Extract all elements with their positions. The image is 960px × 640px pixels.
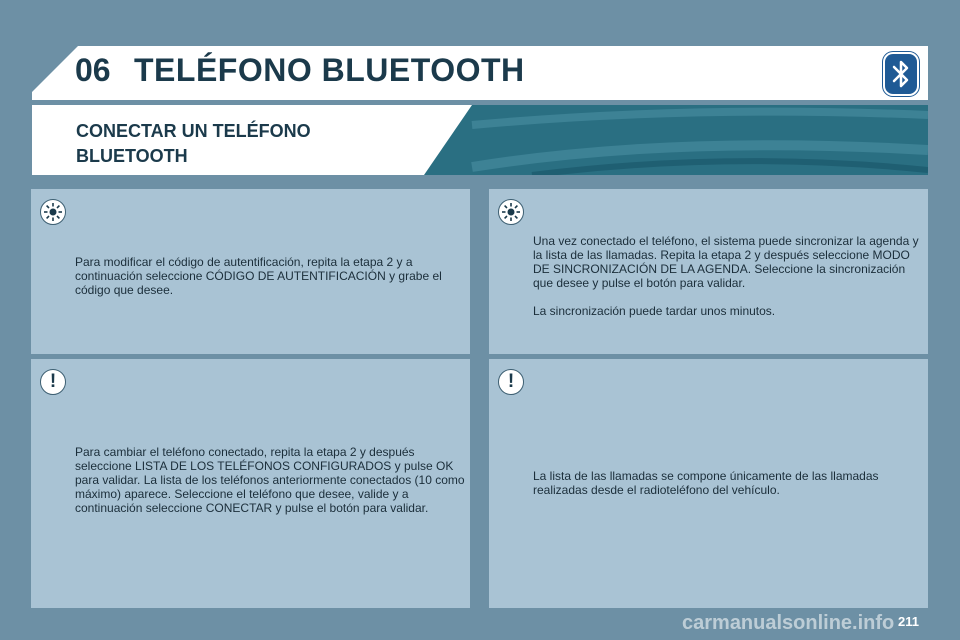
lightbulb-icon (498, 199, 524, 225)
panel-paragraph: La sincronización puede tardar unos minutos. (533, 304, 776, 318)
panel-paragraph: Para cambiar el teléfono conectado, repita la etapa 2 y después seleccione LISTA DE LOS TELÉFONOS CONFIGURADOS y pulse OK para validar. La lista de los teléfonos anteriormente conectados (10 como máximo) aparece. Seleccione el teléfono que desee, valide y a continuación seleccione CONECTAR y pulse el botón para validar. (75, 445, 465, 515)
panel-text (75, 255, 455, 311)
lightbulb-icon (40, 199, 66, 225)
panel-text (75, 445, 465, 529)
panel-text (533, 469, 913, 511)
tip-panel-authentication (31, 189, 470, 354)
section-title: CONECTAR UN TELÉFONO BLUETOOTH (76, 121, 311, 166)
tip-panel-sync (489, 189, 928, 354)
chapter-title: TELÉFONO BLUETOOTH (134, 52, 525, 88)
panel-paragraph: Una vez conectado el teléfono, el sistema puede sincronizar la agenda y la lista de las llamadas. Repita la etapa 2 y después seleccione MODO DE SINCRONIZACIÓN DE LA AGENDA. Seleccione la sincronización que desee y pulse el botón para validar. (533, 234, 919, 290)
page-number: 211 (898, 614, 919, 629)
watermark: carmanualsonline.info (682, 612, 895, 634)
warning-icon (498, 369, 524, 395)
section-banner (32, 105, 928, 175)
bluetooth-icon (883, 52, 919, 96)
warning-icon (40, 369, 66, 395)
warning-panel-call-list (489, 359, 928, 608)
panel-paragraph: Para modificar el código de autentificación, repita la etapa 2 y a continuación seleccione CÓDIGO DE AUTENTIFICACIÓN y grabe el código que desee. (75, 255, 442, 297)
warning-glyph: ! (507, 371, 515, 392)
warning-glyph: ! (49, 371, 57, 392)
panel-text (533, 234, 923, 332)
warning-panel-change-phone (31, 359, 470, 608)
chapter-number: 06 (75, 52, 111, 88)
panel-paragraph: La lista de las llamadas se compone únicamente de las llamadas realizadas desde el radioteléfono del vehículo. (533, 469, 879, 497)
